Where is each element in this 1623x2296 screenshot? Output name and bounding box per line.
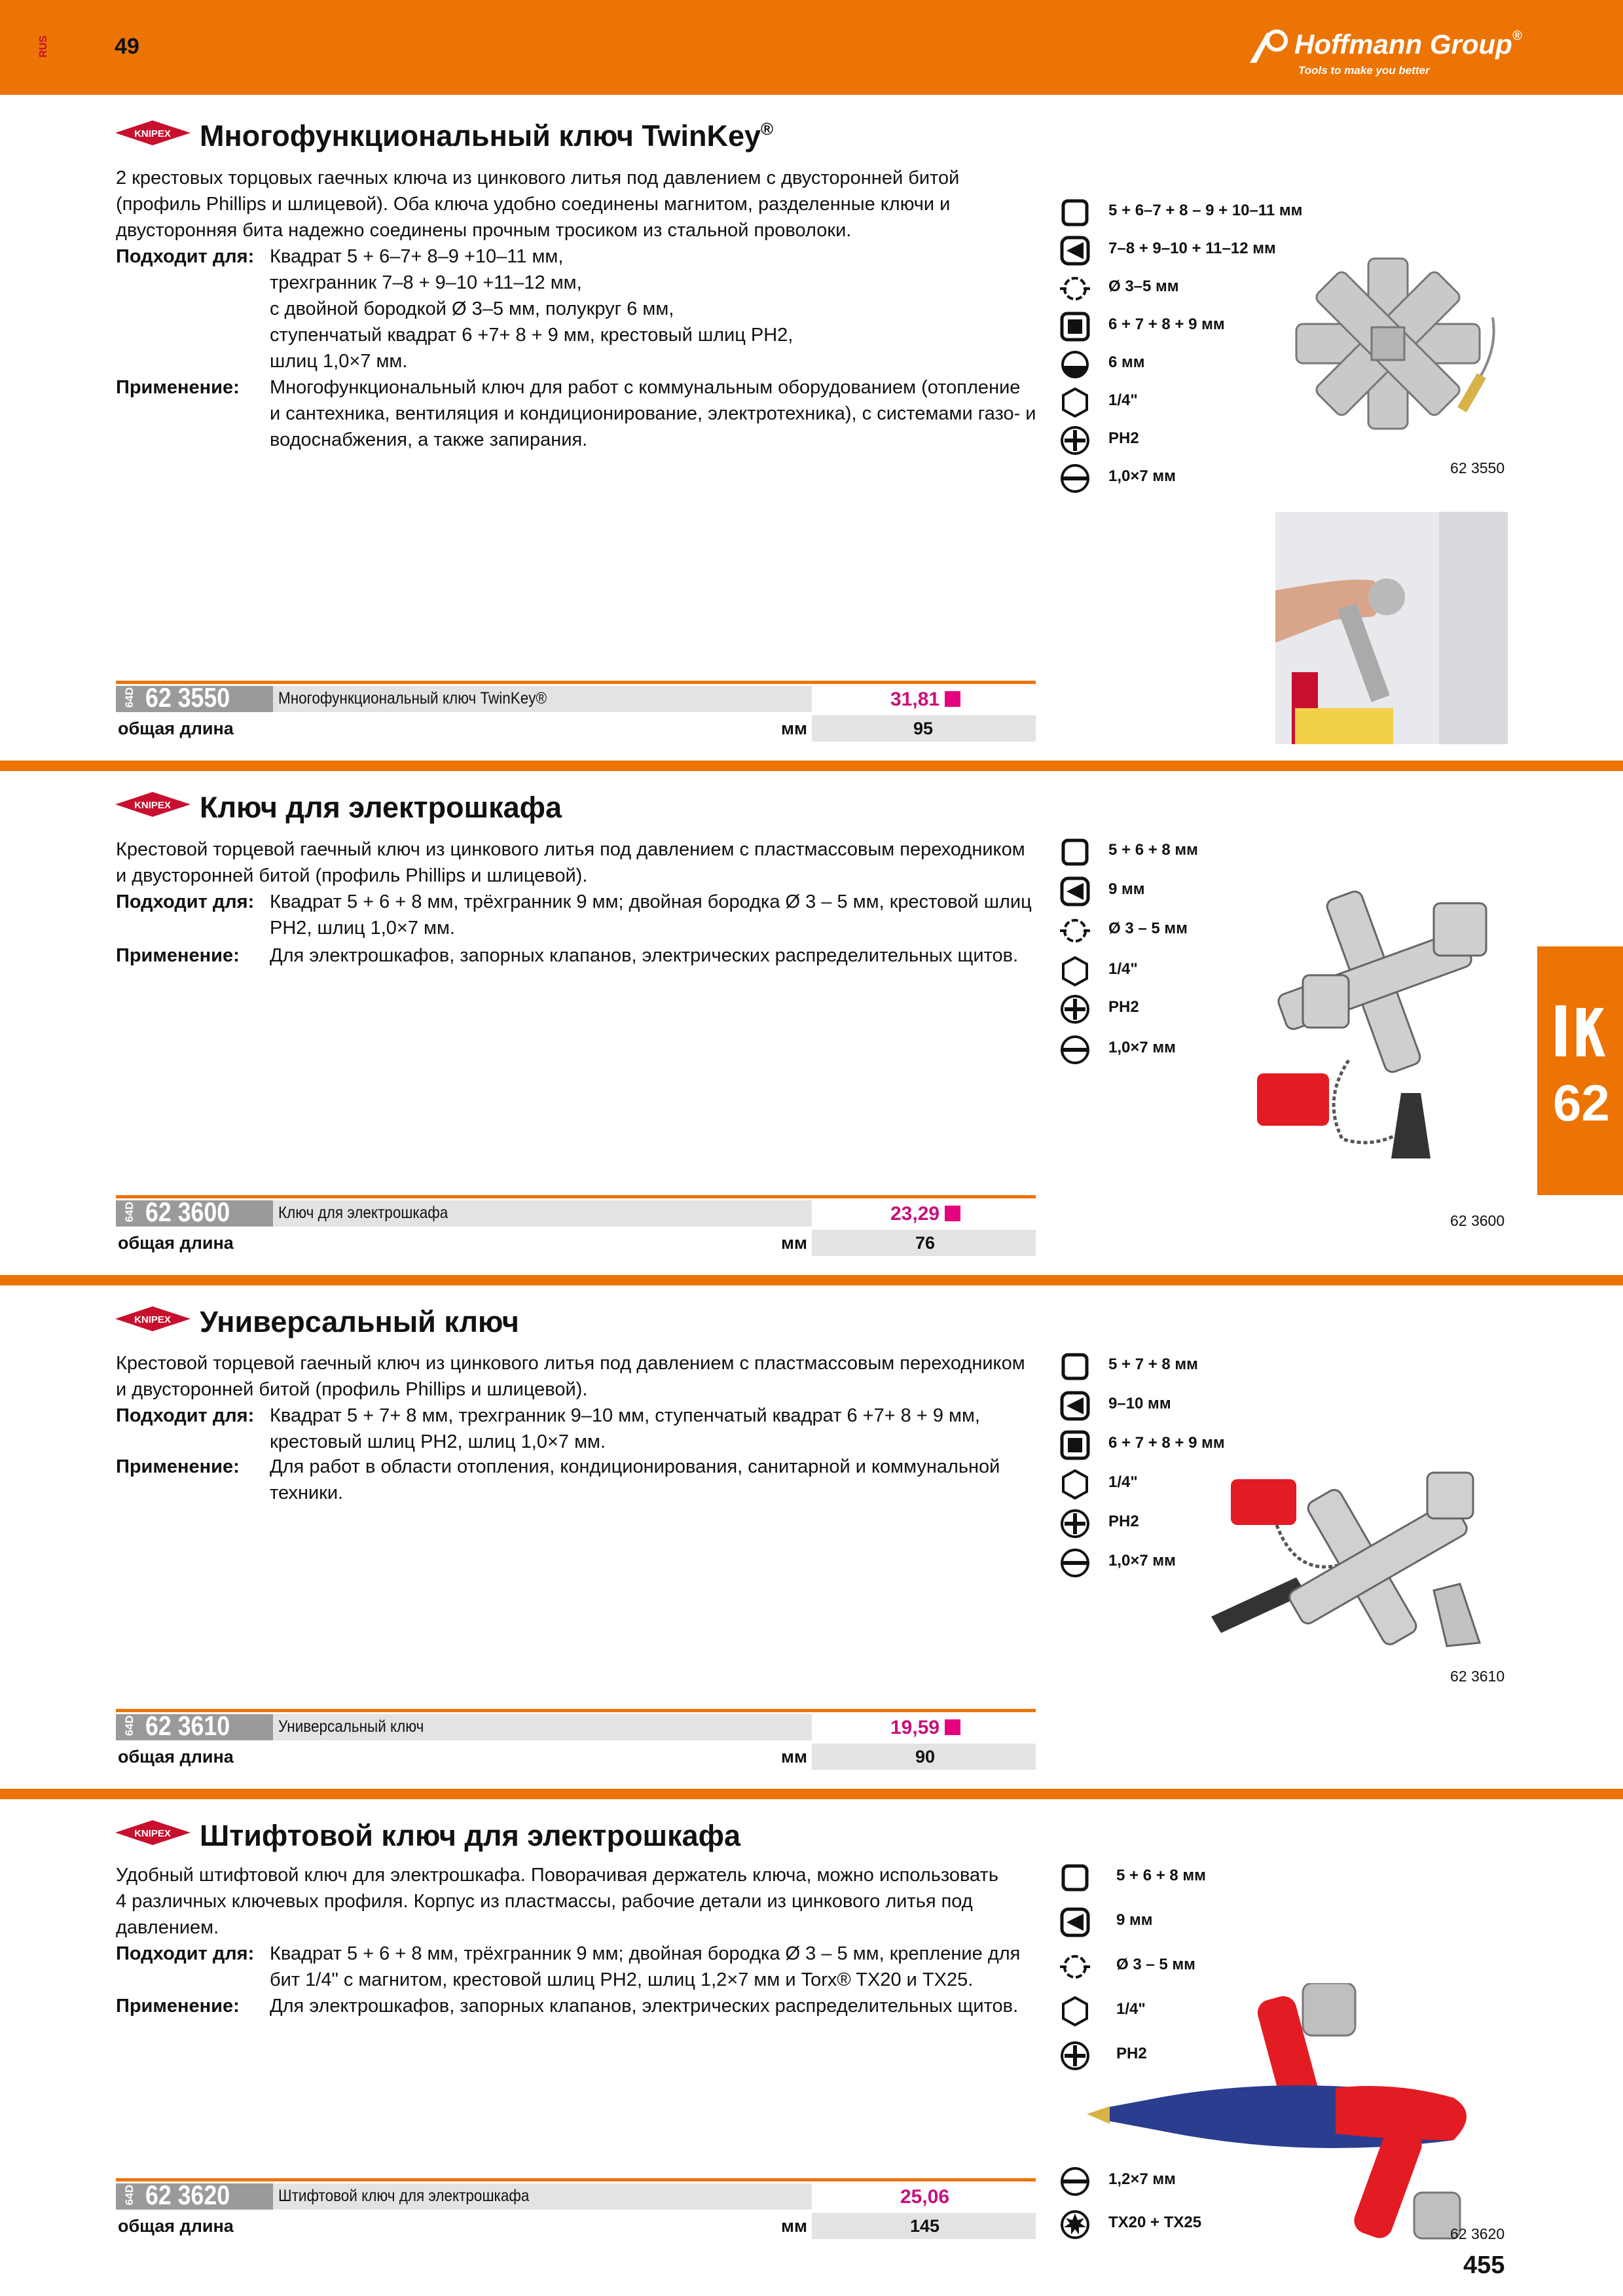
fits-label: Подходит для: [116, 1943, 255, 1964]
triangle-profile-icon [1057, 1388, 1093, 1424]
cabinet-key-image [1244, 877, 1519, 1165]
triangle-profile-icon [1057, 1905, 1093, 1940]
unit-label: мм [781, 719, 807, 738]
hexagon-profile-icon [1057, 385, 1093, 420]
language-label: RUS [38, 35, 49, 58]
product-name: Штифтовой ключ для электрошкафа [278, 2187, 530, 2205]
table-top-line [116, 2178, 1036, 2181]
svg-text:KNIPEX: KNIPEX [134, 800, 171, 811]
unit-label: мм [781, 2216, 807, 2236]
image-article-number: 62 3610 [1450, 1668, 1505, 1685]
use-label: Применение: [116, 377, 240, 398]
phillips-profile-icon [1057, 423, 1093, 458]
profile-icons: 5 + 6 + 8 мм 9 мм Ø 3 – 5 мм 1/4" PH2 1,0×7 мм [1057, 834, 1319, 1070]
category-code: 64D [123, 1202, 136, 1223]
product-title: Многофункциональный ключ TwinKey® [200, 119, 774, 152]
fits-list: Квадрат 5 + 6–7+ 8–9 +10–11 мм, трехгранник 7–8 + 9–10 +11–12 мм, с двойной бородкой Ø 3–5 мм, полукруг 6 мм, ступенчатый квадрат 6 +7+ 8 + 9 мм, крестовый шлиц PH2, шлиц 1,0×7 мм. [270, 246, 793, 372]
use-text: Для электрошкафов, запорных клапанов, электрических распределительных щитов. [270, 945, 1019, 966]
tools-icon [1550, 1001, 1609, 1060]
fits-label: Подходит для: [116, 1405, 255, 1426]
phillips-profile-icon [1057, 992, 1093, 1027]
section-divider [0, 1789, 1623, 1799]
length-label: общая длина [118, 1747, 234, 1767]
knipex-logo-icon [115, 1305, 191, 1333]
stepped-square-profile-icon [1057, 1427, 1093, 1463]
image-article-number: 62 3600 [1450, 1212, 1505, 1229]
triangle-profile-icon [1057, 874, 1093, 909]
square-profile-icon [1057, 1860, 1093, 1895]
image-article-number: 62 3550 [1450, 459, 1505, 476]
image-article-number: 62 3620 [1450, 2225, 1505, 2242]
triangle-profile-icon [1057, 233, 1093, 268]
knipex-logo-icon [115, 791, 191, 818]
table-top-line [116, 1709, 1036, 1712]
chapter-tab[interactable] [1537, 946, 1623, 1195]
pin-key-image [1087, 1983, 1499, 2245]
catalog-page-number: 49 [115, 34, 139, 59]
fits-label: Подходит для: [116, 246, 255, 267]
stepped-square-profile-icon [1057, 309, 1093, 344]
section-divider [0, 1275, 1623, 1285]
article-number: 62 3610 [145, 1710, 230, 1741]
product-name: Универсальный ключ [278, 1717, 424, 1736]
square-profile-icon [1057, 1349, 1093, 1384]
length-label: общая длина [118, 719, 234, 738]
profile-icons: 5 + 6–7 + 8 – 9 + 10–11 мм 7–8 + 9–10 + 11–12 мм Ø 3–5 мм 6 + 7 + 8 + 9 мм 6 мм 1/4" PH2 1,0×7 мм [1057, 195, 1424, 496]
length-value: 95 [913, 719, 934, 738]
brand-name: Hoffmann Group® [1294, 29, 1522, 60]
product-description: Крестовой торцевой гаечный ключ из цинкового литья под давлением с пластмассовым переходником и двусторонней битой (профиль Phillips и шлицевой). [116, 1353, 1025, 1400]
article-number: 62 3600 [145, 1196, 230, 1227]
use-text: Для электрошкафов, запорных клапанов, электрических распределительных щитов. [270, 1996, 1019, 2017]
usage-photo [1275, 512, 1508, 744]
use-text: Многофункциональный ключ для работ с коммунальным оборудованием (отопление и сантехника, вентиляция и кондиционирование, электротехника), с системами газо- и водоснабжения, а также запирания. [270, 377, 1036, 450]
use-label: Применение: [116, 945, 240, 966]
square-profile-icon [1057, 834, 1093, 870]
double-bit-profile-icon [1057, 271, 1093, 306]
hexagon-profile-icon [1057, 1467, 1093, 1502]
svg-text:KNIPEX: KNIPEX [134, 128, 171, 139]
knipex-logo-icon [115, 1819, 191, 1846]
price: 19,59 [890, 1717, 960, 1739]
svg-text:KNIPEX: KNIPEX [134, 1828, 171, 1839]
product-title: Универсальный ключ [200, 1305, 519, 1338]
knipex-logo-icon [115, 119, 191, 147]
double-bit-profile-icon [1057, 1949, 1093, 1984]
length-label: общая длина [118, 1233, 234, 1253]
use-text: Для работ в области отопления, кондиционирования, санитарной и коммунальной техники. [270, 1456, 1000, 1503]
double-bit-profile-icon [1057, 913, 1093, 948]
profile-icons: 5 + 6 + 8 мм 9 мм Ø 3 – 5 мм 1/4" PH2 1,2×7 мм TX20 + TX25 [1057, 1860, 1332, 2240]
fits-list: Квадрат 5 + 6 + 8 мм, трёхгранник 9 мм; двойная бородка Ø 3 – 5 мм, крестовой шлиц PH2, шлиц 1,0×7 мм. [270, 891, 1032, 939]
category-code: 64D [123, 687, 136, 708]
slot-profile-icon [1057, 1032, 1093, 1067]
usage-photo-image [1275, 512, 1508, 744]
product-description: 2 крестовых торцовых гаечных ключа из цинкового литья под давлением с двусторонней битой (профиль Phillips и шлицевой). Оба ключа удобно соединены магнитом, разделенные ключи и двусторонняя бита надежно соединены прочным тросиком из стальной проволоки. [116, 168, 960, 241]
price: 25,06 [900, 2186, 950, 2208]
product-name: Ключ для электрошкафа [278, 1204, 448, 1222]
hexagon-profile-icon [1057, 954, 1093, 989]
fits-label: Подходит для: [116, 891, 255, 912]
unit-label: мм [781, 1747, 807, 1767]
use-label: Применение: [116, 1996, 240, 2017]
section-divider [0, 761, 1623, 771]
brand-tagline: Tools to make you better [1298, 64, 1430, 77]
unit-label: мм [781, 1233, 807, 1253]
product-description: Удобный штифтовой ключ для электрошкафа. Поворачивая держатель ключа, можно использовать 4 различных ключевых профиля. Корпус из пластмассы, рабочие детали из цинкового литья под давлением. [116, 1865, 998, 1938]
length-value: 76 [915, 1233, 936, 1253]
hoffmann-logo-icon [1247, 26, 1293, 65]
article-number: 62 3550 [145, 682, 230, 713]
profile-icons: 5 + 7 + 8 мм 9–10 мм 6 + 7 + 8 + 9 мм 1/4" PH2 1,0×7 мм [1057, 1349, 1319, 1585]
category-code: 64D [123, 2185, 136, 2206]
product-name: Многофункциональный ключ TwinKey® [278, 689, 547, 708]
product-title: Штифтовой ключ для электрошкафа [200, 1819, 741, 1852]
use-label: Применение: [116, 1456, 240, 1477]
product-title: Ключ для электрошкафа [200, 791, 562, 824]
length-value: 90 [915, 1747, 936, 1767]
category-code: 64D [123, 1715, 136, 1736]
slot-profile-icon [1057, 1545, 1093, 1581]
fits-list: Квадрат 5 + 6 + 8 мм, трёхгранник 9 мм; двойная бородка Ø 3 – 5 мм, крепление для бит 1/4" с магнитом, крестовой шлиц PH2, шлиц 1,2×7 мм и Torx® TX20 и TX25. [270, 1943, 1021, 1990]
twinkey-image [1270, 245, 1512, 448]
length-label: общая длина [118, 2216, 234, 2236]
hoffmann-logo[interactable] [1247, 26, 1522, 85]
chapter-number: 62 [1553, 1074, 1610, 1132]
article-number: 62 3620 [145, 2179, 230, 2210]
price: 23,29 [890, 1203, 960, 1225]
price: 31,81 [890, 689, 960, 711]
table-top-line [116, 681, 1036, 684]
universal-key-image [1211, 1466, 1512, 1649]
fits-list: Квадрат 5 + 7+ 8 мм, трехгранник 9–10 мм, ступенчатый квадрат 6 +7+ 8 + 9 мм, крестовый шлиц PH2, шлиц 1,0×7 мм. [270, 1405, 980, 1452]
square-profile-icon [1057, 195, 1093, 230]
product-description: Крестовой торцевой гаечный ключ из цинкового литья под давлением с пластмассовым переходником и двусторонней битой (профиль Phillips и шлицевой). [116, 839, 1025, 886]
slot-profile-icon [1057, 461, 1093, 496]
half-circle-profile-icon [1057, 347, 1093, 382]
phillips-profile-icon [1057, 1506, 1093, 1541]
footer-page-number: 455 [1463, 2251, 1505, 2279]
svg-text:KNIPEX: KNIPEX [134, 1314, 171, 1325]
table-top-line [116, 1195, 1036, 1198]
length-value: 145 [910, 2216, 940, 2236]
